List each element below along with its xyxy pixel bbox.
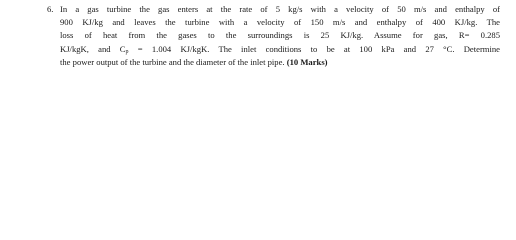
question-line-4-start: KJ/kgK, and C	[60, 43, 126, 54]
question-line-4-end: = 1.004 KJ/kgK. The inlet conditions to be at 100 kPa and 27 °C. Determine	[128, 43, 500, 54]
question-text	[60, 3, 500, 69]
question-line-5	[60, 56, 500, 69]
marks-label: (10 Marks)	[286, 56, 328, 67]
question-line-2: 900 KJ/kg and leaves the turbine with a velocity of 150 m/s and enthalpy of 400 KJ/kg. The	[60, 17, 500, 28]
cp-subscript: p	[125, 48, 129, 55]
question-line-4	[60, 43, 500, 56]
question-line-3: loss of heat from the gases to the surroundings is 25 KJ/kg. Assume for gas, R= 0.285	[60, 30, 500, 41]
question-line-1: In a gas turbine the gas enters at the rate of 5 kg/s with a velocity of 50 m/s and enthalpy of	[60, 4, 500, 14]
question-line-5-text: the power output of the turbine and the diameter of the inlet pipe.	[60, 56, 287, 67]
question-number: 6.	[47, 4, 54, 14]
